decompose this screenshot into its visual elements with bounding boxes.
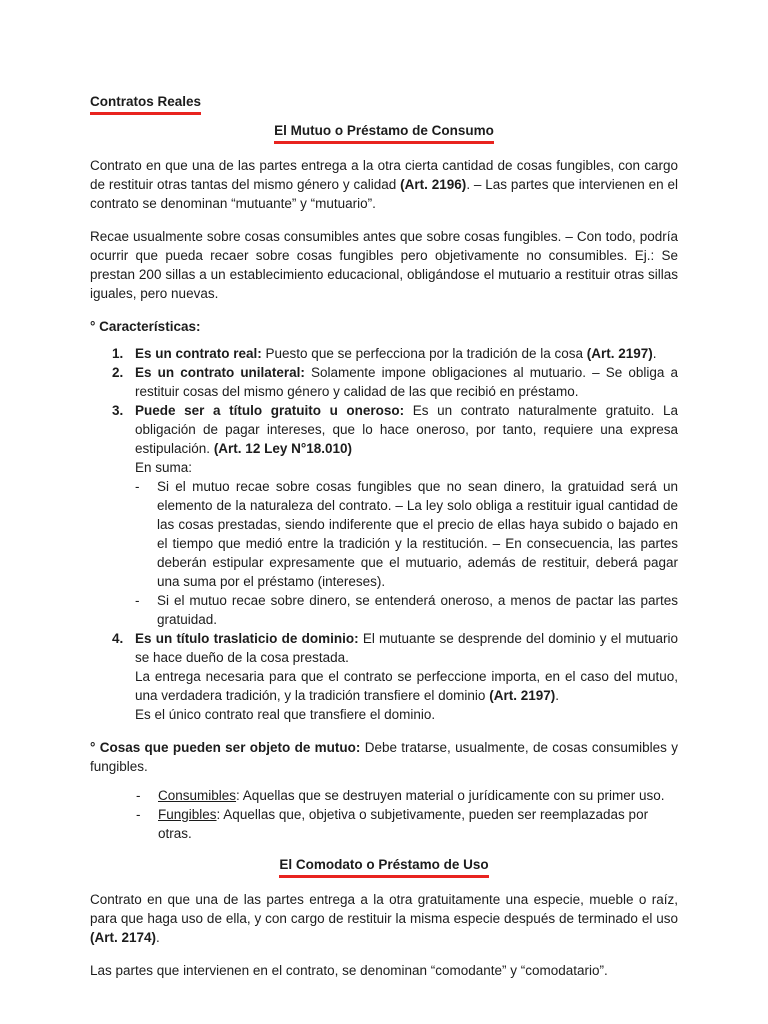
comodato-heading: El Comodato o Préstamo de Uso [279, 855, 488, 878]
item-line-3: Es el único contrato real que transfiere el dominio. [135, 707, 436, 722]
objects-text: Debe tratarse, usualmente, de cosas consumibles y fungibles. [90, 740, 678, 774]
list-item [90, 401, 678, 629]
dash-marker: - [135, 593, 140, 608]
sub-list-item [135, 477, 678, 591]
mutuo-heading-wrap [90, 121, 678, 144]
type-item [90, 805, 678, 843]
comodato-def-text: Contrato en que una de las partes entrega a la otra gratuitamente una especie, mueble o raíz, para que haga uso de ella, y con cargo de restituir la misma especie después de terminado el uso [90, 892, 678, 926]
doc-title: Contratos Reales [90, 92, 201, 115]
item-title: Es un contrato real: [135, 346, 262, 361]
item-number: 4. [112, 631, 124, 646]
item-text: Puesto que se perfecciona por la tradición de la cosa [261, 346, 587, 361]
item-title: Puede ser a título gratuito u oneroso: [135, 403, 405, 418]
dash-marker: - [135, 479, 140, 494]
mutuo-heading: El Mutuo o Préstamo de Consumo [274, 121, 494, 144]
characteristics-list [90, 344, 678, 724]
mutuo-def-after: . – Las partes que intervienen en el contrato se denominan “mutuante” y “mutuario”. [90, 177, 678, 211]
item-art: (Art. 12 Ley N°18.010) [213, 441, 353, 456]
type-item [90, 786, 678, 805]
comodato-definition [90, 890, 678, 947]
item-art: (Art. 2197) [586, 346, 653, 361]
item-text: Solamente impone obligaciones al mutuario. – Se obliga a restituir cosas del mismo género y calidad de las que recibió en préstamo. [135, 365, 678, 399]
sub-list-item [135, 591, 678, 629]
comodato-def-art: (Art. 2174) [90, 930, 157, 945]
comodato-heading-wrap [90, 855, 678, 878]
sub-item-text: Si el mutuo recae sobre dinero, se entenderá oneroso, a menos de pactar las partes gratuidad. [157, 593, 678, 627]
list-item [90, 363, 678, 401]
type-term: Fungibles [158, 807, 217, 822]
item-number: 2. [112, 365, 124, 380]
item-after: . [652, 346, 657, 361]
dash-marker: - [136, 807, 141, 822]
sub-item-text: Si el mutuo recae sobre cosas fungibles que no sean dinero, la gratuidad será un elemento de la naturaleza del contrato. – La ley solo obliga a restituir igual cantidad de las cosas prestadas, siendo indiferente que el precio de ellas haya subido o bajado en el tiempo que medió entre la tradición y la restitución. – En consecuencia, las partes deberán estipular expresamente que el mutuario, además de restituir, deberá pagar una suma por el préstamo (intereses). [157, 479, 678, 589]
list-item [90, 629, 678, 724]
comodato-def-after: . [156, 930, 160, 945]
doc-title-wrap [90, 92, 678, 115]
mutuo-definition [90, 156, 678, 213]
type-text: : Aquellas que se destruyen material o jurídicamente con su primer uso. [236, 788, 665, 803]
item-text: Es un contrato naturalmente gratuito. La obligación de pagar intereses, que lo hace oneroso, por tanto, requiere una expresa estipulación. [135, 403, 678, 456]
comodato-paragraph-2: Las partes que intervienen en el contrato, se denominan “comodante” y “comodatario”. [90, 963, 608, 978]
item-text: El mutuante se desprende del dominio y el mutuario se hace dueño de la cosa prestada. [135, 631, 678, 665]
item-after: . [555, 688, 559, 703]
item-title: Es un título traslaticio de dominio: [135, 631, 359, 646]
characteristics-title [90, 317, 678, 336]
item-number: 1. [112, 346, 124, 361]
types-list [90, 786, 678, 843]
mutuo-def-art: (Art. 2196) [400, 177, 467, 192]
item-number: 3. [112, 403, 124, 418]
item-art: (Art. 2197) [489, 688, 556, 703]
objects-paragraph [90, 738, 678, 776]
type-text: : Aquellas que, objetiva o subjetivamente, pueden ser reemplazadas por otras. [158, 807, 649, 841]
item-line-2 [135, 667, 678, 705]
item-line-2-text: La entrega necesaria para que el contrato se perfeccione importa, en el caso del mutuo, una verdadera tradición, y la tradición transfiere el dominio [135, 669, 678, 703]
en-suma-label: En suma: [135, 460, 193, 475]
objects-title: ° Cosas que pueden ser objeto de mutuo: [90, 740, 361, 755]
list-item [90, 344, 678, 363]
characteristics-title-text: ° Características: [90, 319, 201, 334]
sub-list [135, 477, 678, 629]
type-term: Consumibles [158, 788, 237, 803]
mutuo-def-text: Contrato en que una de las partes entrega a la otra cierta cantidad de cosas fungibles, con cargo de restituir otras tantas del mismo género y calidad [90, 158, 678, 192]
dash-marker: - [136, 788, 141, 803]
mutuo-paragraph-2: Recae usualmente sobre cosas consumibles antes que sobre cosas fungibles. – Con todo, podría ocurrir que pueda recaer sobre cosas fungibles pero objetivamente no consumibles. Ej.: Se prestan 200 sillas a un establecimiento educacional, obligándose el mutuario a restituir otras sillas iguales, pero nuevas. [90, 229, 678, 301]
item-title: Es un contrato unilateral: [135, 365, 305, 380]
